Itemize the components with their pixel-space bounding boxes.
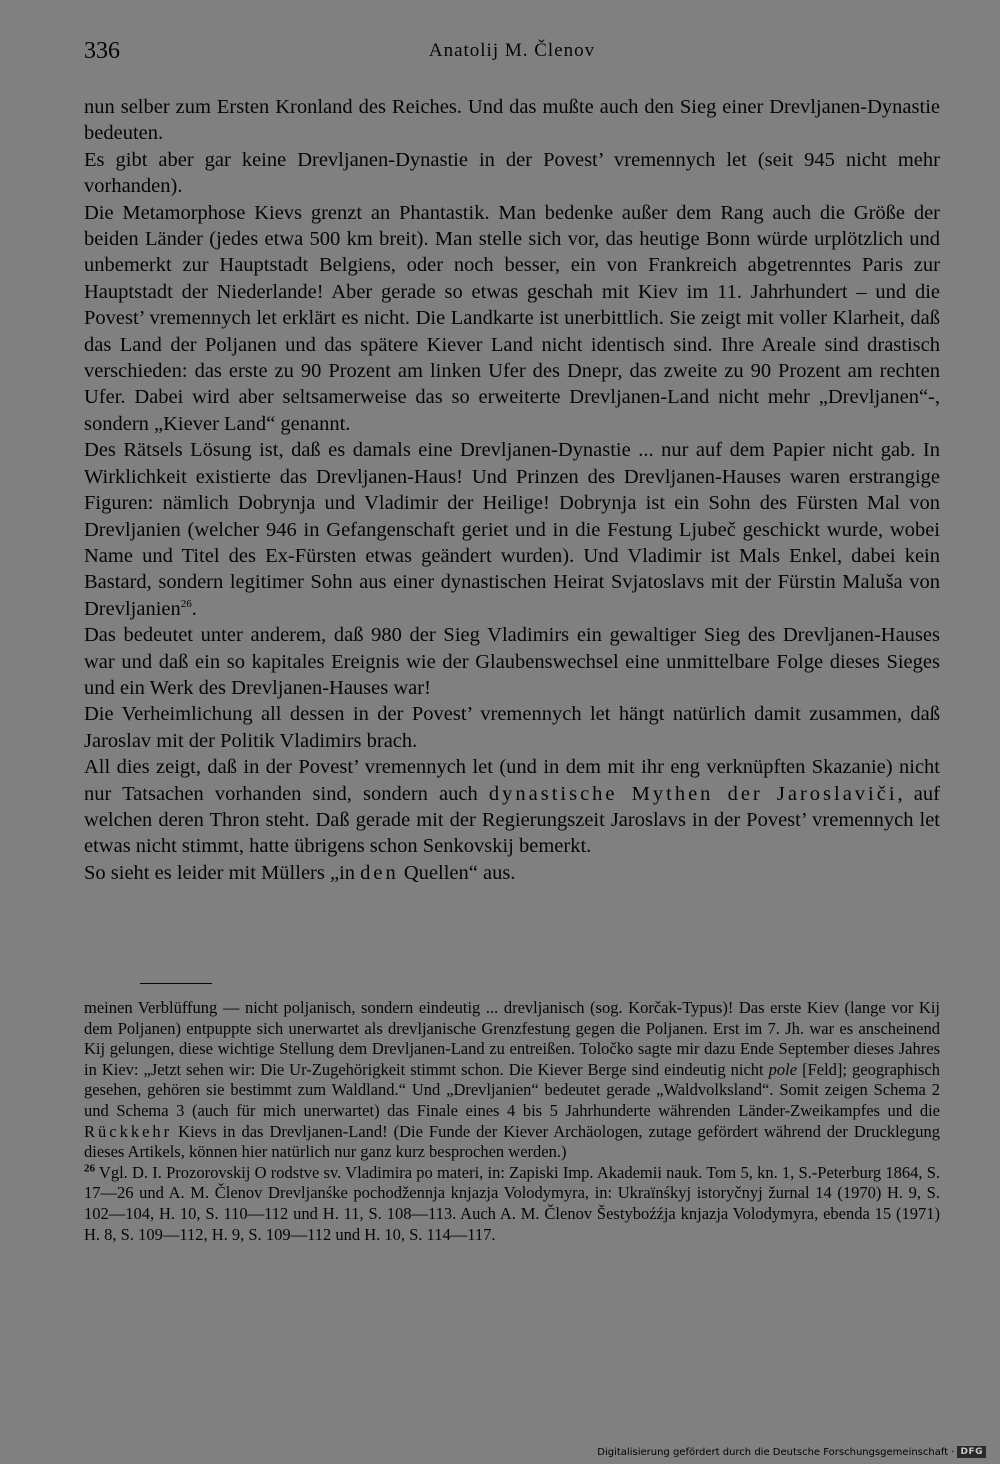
paragraph-1: nun selber zum Ersten Kronland des Reiches. Und das mußte auch den Sieg einer Drevljanen-Dynastie bedeuten. xyxy=(84,96,940,145)
paragraph-4 xyxy=(84,437,940,622)
footnote-26 xyxy=(84,1163,940,1245)
spaced-emphasis-rueckkehr: Rückkehr xyxy=(84,1121,173,1141)
paragraph-4-text: Des Rätsels Lösung ist, daß es damals eine Drevljanen-Dynastie ... nur auf dem Papier nicht gab. In Wirklichkeit existierte das Drevljanen-Haus! Und Prinzen des Drevljanen-Hauses waren erstrangige Figuren: nämlich Dobrynja und Vladimir der Heilige! Dobrynja ist ein Sohn des Fürsten Mal von Drevljanien (welcher 946 in Gefangenschaft geriet und in die Festung Ljubeč geschickt wurde, wobei Name und Titel des Ex-Fürsten etwas geändert wurden). Und Vladimir ist Mals Enkel, dabei kein Bastard, sondern legitimer Sohn aus einer dynastischen Heirat Svjatoslavs mit der Fürstin Maluša von Drevljanien xyxy=(84,439,940,620)
paragraph-6: Die Verheimlichung all dessen in der Povest’ vremennych let hängt natürlich damit zusammen, daß Jaroslav mit der Politik Vladimirs brach. xyxy=(84,703,940,752)
paragraph-7 xyxy=(84,754,940,860)
paragraph-5: Das bedeutet unter anderem, daß 980 der Sieg Vladimirs ein gewaltiger Sieg des Drevljanen-Hauses war und daß ein so kapitales Ereignis wie der Glaubenswechsel eine unmittelbare Folge dieses Sieges und ein Werk des Drevljanen-Hauses war! xyxy=(84,624,940,699)
page-number: 336 xyxy=(84,38,120,64)
paragraph-8 xyxy=(84,860,940,886)
paragraph-7-part-a: All dies zeigt, daß in der Povest’ vremennych let (und in dem mit ihr eng verknüpften Skazanie) nicht nur Tatsachen vorhanden sind, sondern auch xyxy=(84,756,940,805)
dfg-logo-icon: DFG xyxy=(957,1446,986,1458)
footnote-continuation-part-a: meinen Verblüffung — nicht poljanisch, sondern eindeutig ... drevljanisch (sog. Korčak-Typus)! Das erste Kiev (lange vor Kij dem Poljanen) entpuppte sich unerwartet als drevljanische Grenzfestung gegen die Poljanen. Erst im 7. Jh. war es anscheinend Kij gelungen, diese wichtige Stellung dem Drevljanen-Land zu entreißen. Toločko sagte mir dazu Ende September dieses Jahres in Kiev: „Jetzt sehen wir: Die Ur-Zugehörigkeit stimmt schon. Die Kiever Berge sind eindeutig nicht xyxy=(84,998,940,1079)
main-text xyxy=(84,94,940,886)
footnote-continuation xyxy=(84,998,940,1163)
running-title: Anatolij M. Členov xyxy=(428,40,596,61)
page-header xyxy=(84,38,940,68)
paragraph-4-end: . xyxy=(191,597,197,620)
footnote-continuation-part-b: [Feld]; geographisch gesehen, gehören sie bestimmt zum Waldland.“ Und „Drevljanien“ bedeutet gerade „Waldvolksland“. Somit zeigen Schema 2 und Schema 3 (auch für mich unerwartet) das Finale eines 4 bis 5 Jahrhunderte währenden Länder-Zweikampfes und die xyxy=(84,1059,940,1120)
footnote-reference-26[interactable]: 26 xyxy=(180,597,192,610)
paragraph-3: Die Metamorphose Kievs grenzt an Phantastik. Man bedenke außer dem Rang auch die Größe der beiden Länder (jedes etwa 500 km breit). Man stelle sich vor, das heutige Bonn würde urplötzlich und unbemerkt zur Hauptstadt Belgiens, oder noch besser, ein von Frankreich abgetrenntes Paris zur Hauptstadt der Niederlande! Aber gerade so etwas geschah mit Kiev im 11. Jahrhundert – und die Povest’ vremennych let erklärt es nicht. Die Landkarte ist unerbittlich. Sie zeigt mit voller Klarheit, daß das Land der Poljanen und das spätere Kiever Land nicht identisch sind. Ihre Areale sind drastisch verschieden: das erste zu 90 Prozent am linken Ufer des Dnepr, das zweite zu 90 Prozent am rechten Ufer. Dabei wird aber seltsamerweise das so erweiterte Drevljanen-Land nicht mehr „Drevljanen“-, sondern „Kiever Land“ genannt. xyxy=(84,201,940,435)
italic-pole: pole xyxy=(768,1059,798,1079)
credit-text: Digitalisierung gefördert durch die Deutsche Forschungsgemeinschaft · xyxy=(597,1446,955,1458)
paragraph-8-part-b: Quellen“ aus. xyxy=(403,861,516,884)
footnote-26-text: Vgl. D. I. Prozorovskij O rodstve sv. Vladimira po materi, in: Zapiski Imp. Akademii nauk. Tom 5, kn. 1, S.-Peterburg 1864, S. 17—26 und A. M. Členov Drevljanśke pochodžennja knjazja Volodymyra, in: Ukraïnśkyj istoryčnyj žurnal 14 (1970) H. 9, S. 102—104, H. 10, S. 110—112 und H. 11, S. 108—113. Auch A. M. Členov Šestyboźźja knjazja Volodymyra, ebenda 15 (1971) H. 8, S. 109—112, H. 9, S. 109—112 und H. 10, S. 114—117. xyxy=(84,1162,940,1244)
paragraph-8-part-a: So sieht es leider mit Müllers „in xyxy=(84,861,356,884)
paragraph-2: Es gibt aber gar keine Drevljanen-Dynastie in der Povest’ vremennych let (seit 945 nicht mehr vorhanden). xyxy=(84,148,940,198)
paragraph-7-part-b: , auf welchen deren Thron steht. Daß gerade mit der Regierungszeit Jaroslavs in der Povest’ vremennych let etwas nicht stimmt, hatte übrigens schon Senkovskij bemerkt. xyxy=(84,782,940,858)
footnote-continuation-part-c: Kievs in das Drevljanen-Land! (Die Funde der Kiever Archäologen, zutage gefördert während der Drucklegung dieses Artikels, können hier natürlich nur ganz kurz besprochen werden.) xyxy=(84,1121,941,1162)
digitization-credit xyxy=(597,1446,986,1458)
footnotes xyxy=(84,998,940,1245)
spaced-emphasis-den: den xyxy=(360,861,399,884)
footnote-separator xyxy=(140,983,212,984)
footnote-26-mark: 26 xyxy=(84,1162,95,1175)
spaced-emphasis-dynastic-myths: dynastische Mythen der Jaroslaviči xyxy=(488,782,898,805)
